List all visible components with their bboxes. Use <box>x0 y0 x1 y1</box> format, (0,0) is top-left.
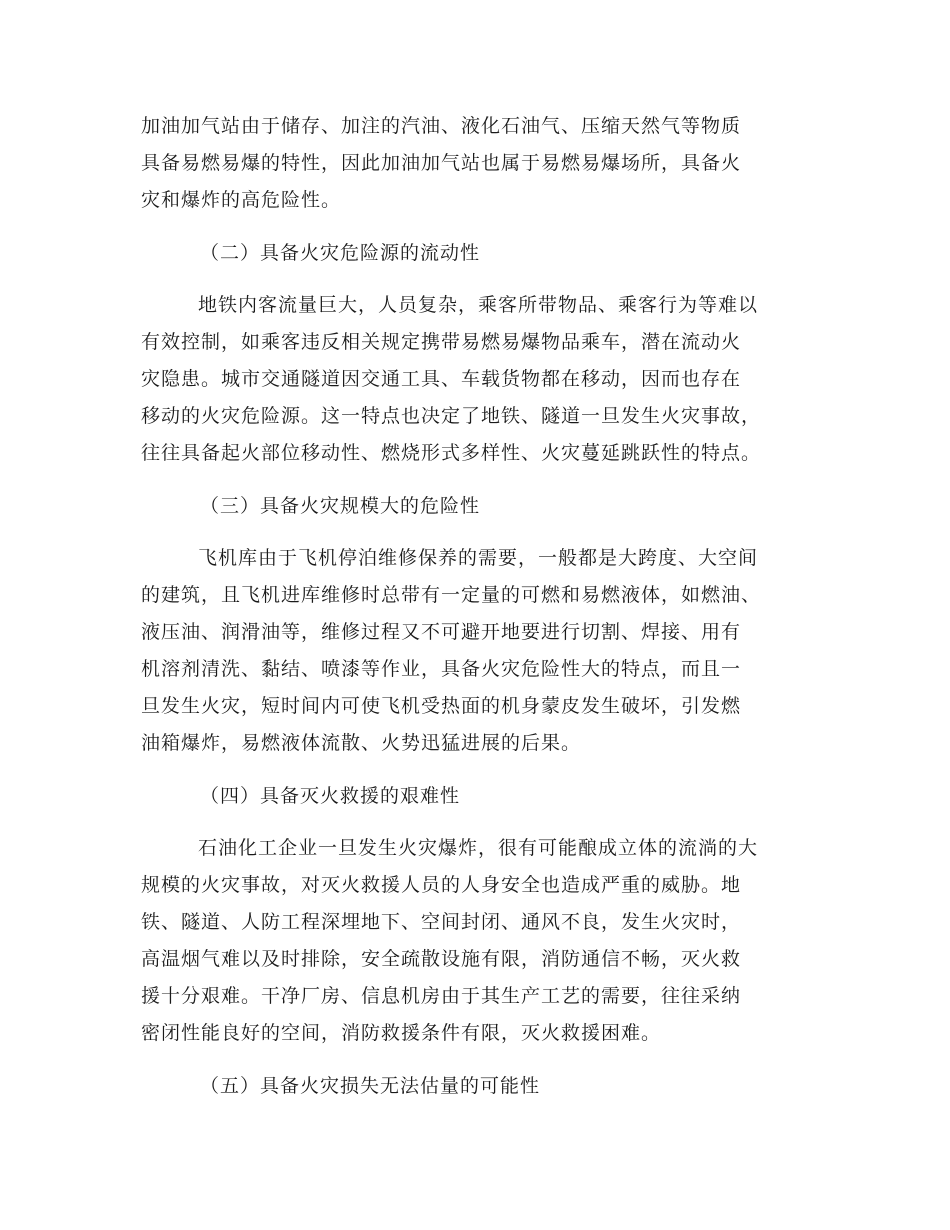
body-text-line: 援十分艰难。干净厂房、信息机房由于其生产工艺的需要，往往采纳 <box>141 985 742 1007</box>
body-text-line: 液压油、润滑油等，维修过程又不可避开地要进行切割、焊接、用有 <box>141 621 742 643</box>
body-text-line: 石油化工企业一旦发生火灾爆炸，很有可能酿成立体的流淌的大 <box>198 837 759 859</box>
body-text-line: 具备易燃易爆的特性，因此加油加气站也属于易燃易爆场所，具备火 <box>141 152 742 174</box>
body-text-line: 规模的火灾事故，对灭火救援人员的人身安全也造成严重的威胁。地 <box>141 874 742 896</box>
body-text-line: 加油加气站由于储存、加注的汽油、液化石油气、压缩天然气等物质 <box>141 115 742 137</box>
body-text-line: 机溶剂清洗、黏结、喷漆等作业，具备火灾危险性大的特点，而且一 <box>141 658 742 680</box>
body-text-line: 地铁内客流量巨大，人员复杂，乘客所带物品、乘客行为等难以 <box>198 294 759 316</box>
body-text-line: 的建筑，且飞机进库维修时总带有一定量的可燃和易燃液体，如燃油、 <box>141 584 762 606</box>
body-text-line: 铁、隧道、人防工程深埋地下、空间封闭、通风不良，发生火灾时， <box>141 911 742 933</box>
body-text-line: 高温烟气难以及时排除，安全疏散设施有限，消防通信不畅，灭火救 <box>141 948 742 970</box>
body-text-line: 有效控制，如乘客违反相关规定携带易燃易爆物品乘车，潜在流动火 <box>141 331 742 353</box>
body-text-line: 密闭性能良好的空间，消防救援条件有限，灭火救援困难。 <box>141 1022 662 1044</box>
section-heading: （五）具备火灾损失无法估量的可能性 <box>200 1075 541 1097</box>
body-text-line: 移动的火灾危险源。这一特点也决定了地铁、隧道一旦发生火灾事故， <box>141 405 762 427</box>
body-text-line: 油箱爆炸，易燃液体流散、火势迅猛进展的后果。 <box>141 732 582 754</box>
body-text-line: 灾和爆炸的高危险性。 <box>141 189 342 211</box>
body-text-line: 飞机库由于飞机停泊维修保养的需要，一般都是大跨度、大空间 <box>198 547 759 569</box>
body-text-line: 往往具备起火部位移动性、燃烧形式多样性、火灾蔓延跳跃性的特点。 <box>141 442 762 464</box>
body-text-line: 灾隐患。城市交通隧道因交通工具、车载货物都在移动，因而也存在 <box>141 368 742 390</box>
section-heading: （二）具备火灾危险源的流动性 <box>200 242 481 264</box>
body-text-line: 旦发生火灾，短时间内可使飞机受热面的机身蒙皮发生破坏，引发燃 <box>141 695 742 717</box>
section-heading: （三）具备火灾规模大的危险性 <box>200 495 481 517</box>
section-heading: （四）具备灭火救援的艰难性 <box>200 785 461 807</box>
